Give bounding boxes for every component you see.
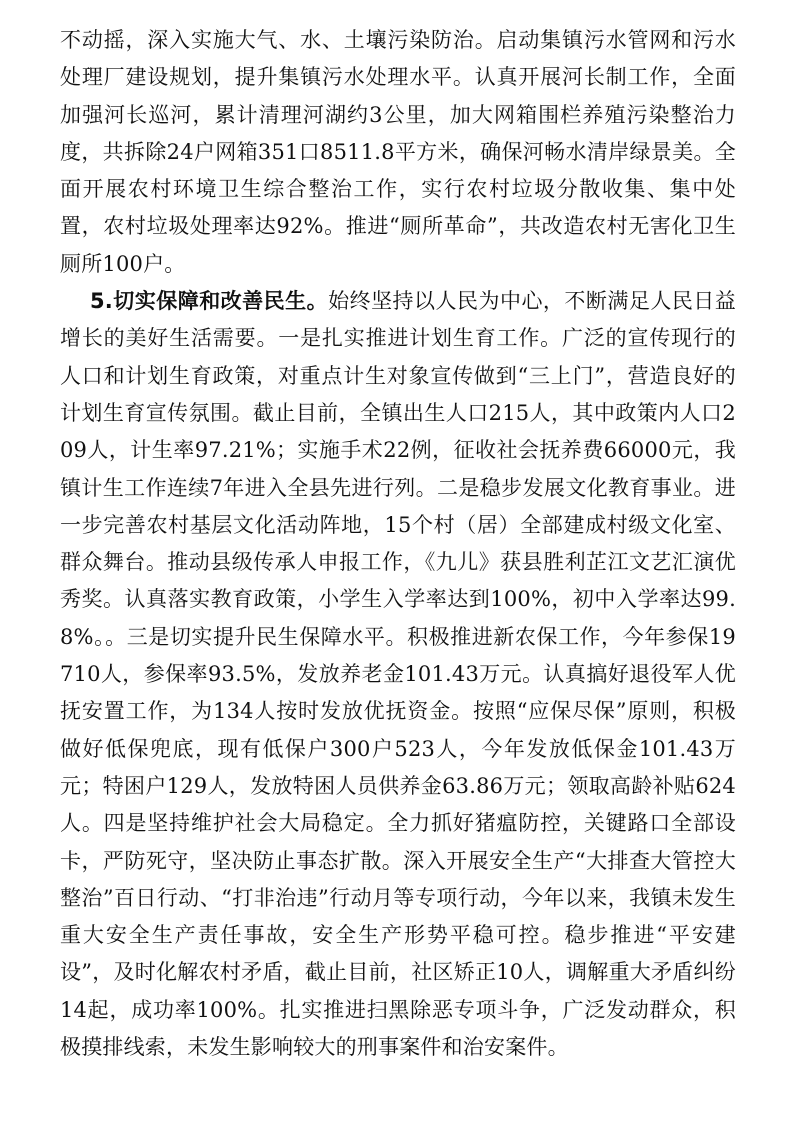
paragraph-livelihood-text: 始终坚持以人民为中心，不断满足人民日益增长的美好生活需要。一是扎实推进计划生育工作。广泛的宣传现行的人口和计划生育政策，对重点计生对象宣传做到“三上门”，营造良好的计划生育宣传氛围。截止目前，全镇出生人口215人，其中政策内人口209人，计生率97.21%；实施手术22例，征收社会抚养费66000元，我镇计生工作连续7年进入全县先进行列。二是稳步发展文化教育事业。进一步完善农村基层文化活动阵地，15个村（居）全部建成村级文化室、群众舞台。推动县级传承人申报工作，《九儿》获县胜利芷江文艺汇演优秀奖。认真落实教育政策，小学生入学率达到100%，初中入学率达99.8%。。三是切实提升民生保障水平。积极推进新农保工作，今年参保19710人，参保率93.5%，发放养老金101.43万元。认真搞好退役军人优抚安置工作，为134人按时发放优抚资金。按照“应保尽保”原则，积极做好低保兜底，现有低保户300户523人，今年发放低保金101.43万元；特困户129人，发放特困人员供养金63.86万元；领取高龄补贴624人。四是坚持维护社会大局稳定。全力抓好猪瘟防控，关键路口全部设卡，严防死守，坚决防止事态扩散。深入开展安全生产“大排查大管控大整治”百日行动、“打非治违”行动月等专项行动，今年以来，我镇未发生重大安全生产责任事故，安全生产形势平稳可控。稳步推进“平安建设”，及时化解农村矛盾，截止目前，社区矫正10人，调解重大矛盾纠纷14起，成功率100%。扎实推进扫黑除恶专项斗争，广泛发动群众，积极摸排线索，未发生影响较大的刑事案件和治安案件。 [60, 289, 736, 1060]
paragraph-environment-text: 不动摇，深入实施大气、水、土壤污染防治。启动集镇污水管网和污水处理厂建设规划，提升集镇污水处理水平。认真开展河长制工作，全面加强河长巡河，累计清理河湖约3公里，加大网箱围栏养殖污染整治力度，共拆除24户网箱351口8511.8平方米，确保河畅水清岸绿景美。全面开展农村环境卫生综合整治工作，实行农村垃圾分散收集、集中处置，农村垃圾处理率达92%。推进“厕所革命”，共改造农村无害化卫生厕所100户。 [60, 28, 736, 276]
section-heading-livelihood: 5.切实保障和改善民生。 [90, 289, 329, 314]
document-body [60, 22, 736, 1066]
paragraph-environment [60, 22, 736, 283]
paragraph-livelihood [60, 283, 736, 1066]
